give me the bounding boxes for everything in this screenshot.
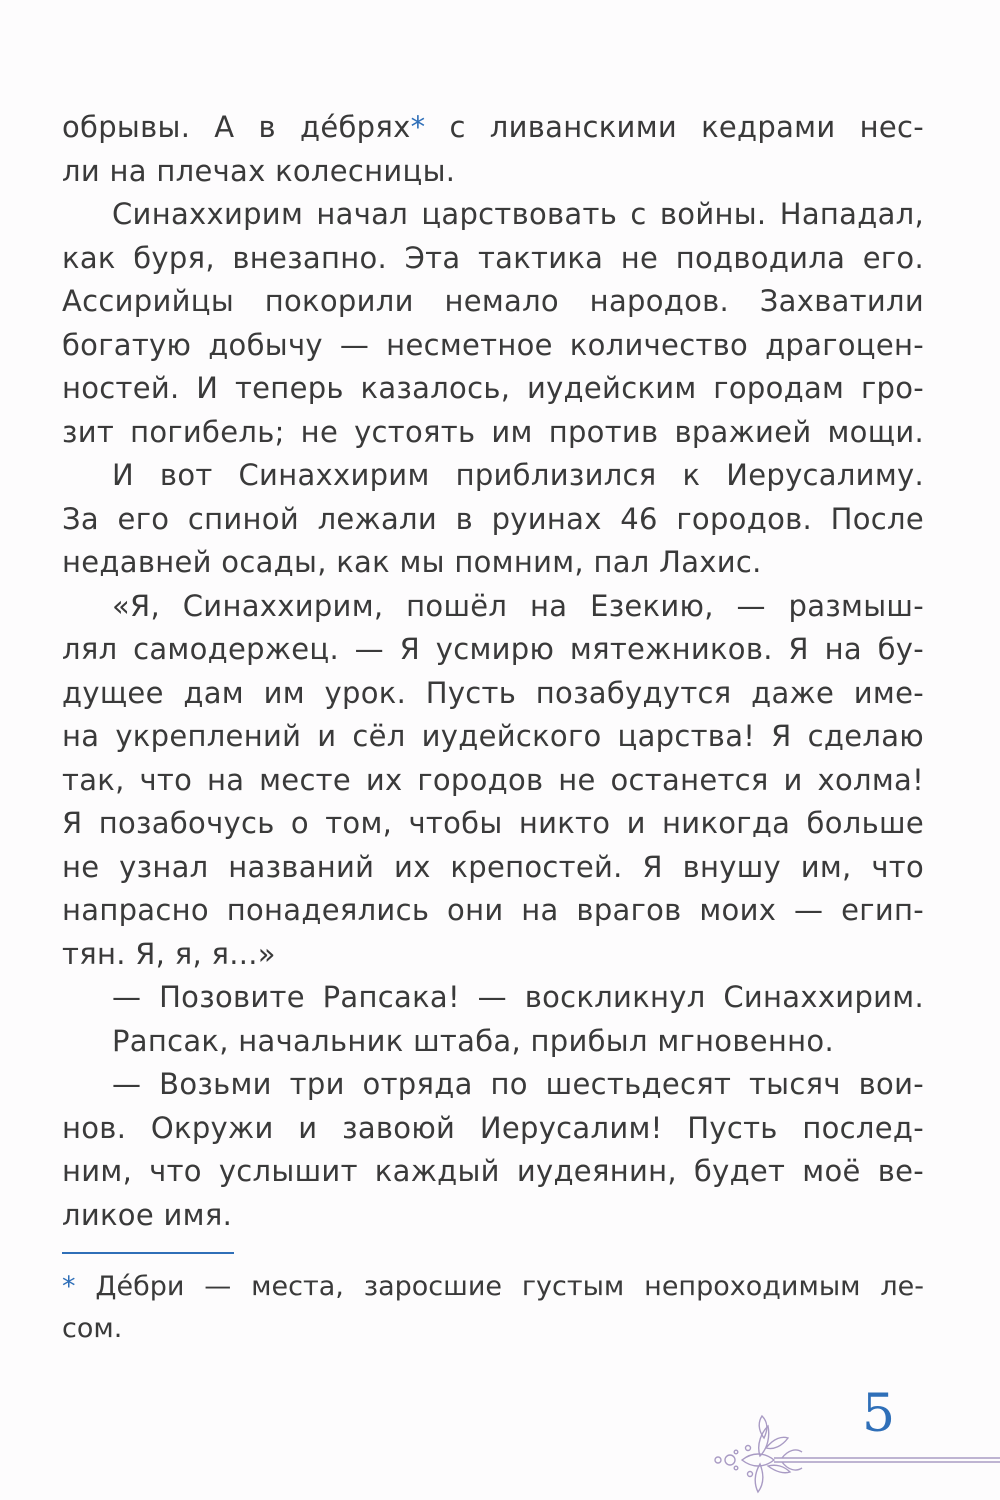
- floral-ornament-icon: [712, 1408, 1000, 1500]
- text-line: — Возьми три отряда по шестьдесят тысяч вои-: [112, 1067, 924, 1101]
- footnote-marker: *: [62, 1271, 76, 1302]
- text-line: И вот Синаххирим приблизился к Иерусалиму.: [112, 458, 924, 492]
- text-line: Ассирийцы покорили немало народов. Захватили: [62, 284, 924, 318]
- footnote-divider: [62, 1252, 234, 1254]
- text-line: ликое имя.: [62, 1197, 233, 1232]
- text-line: Я позабочусь о том, чтобы никто и никогда больше: [62, 806, 924, 840]
- text-line: «Я, Синаххирим, пошёл на Езекию, — размыш-: [112, 588, 924, 623]
- text-line: недавней осады, как мы помним, пал Лахис.: [62, 545, 762, 579]
- text-line: обрывы. А в де́брях* с ливанскими кедрами нес-: [62, 110, 924, 144]
- main-text: [62, 106, 924, 1237]
- text-line: так, что на месте их городов не останется и холма!: [62, 762, 924, 797]
- text-line: ним, что услышит каждый иудеянин, будет моё ве-: [62, 1154, 924, 1188]
- footnote-line: сом.: [62, 1313, 123, 1344]
- text-line: лял самодержец. — Я усмирю мятежников. Я на бу-: [62, 632, 924, 666]
- page-number: 5: [862, 1384, 896, 1444]
- text-line: Синаххирим начал царствовать с войны. Нападал,: [112, 197, 924, 231]
- text-line: дущее дам им урок. Пусть позабудутся даже име-: [62, 675, 924, 710]
- text-line: ностей. И теперь казалось, иудейским городам гро-: [62, 371, 924, 405]
- text-line: тян. Я, я, я...»: [62, 936, 276, 971]
- text-line: не узнал названий их крепостей. Я внушу им, что: [62, 849, 924, 884]
- text-line: Рапсак, начальник штаба, прибыл мгновенно.: [112, 1023, 834, 1058]
- text-line: ли на плечах колесницы.: [62, 153, 456, 188]
- footnote: [62, 1266, 924, 1350]
- text-line: — Позовите Рапсака! — воскликнул Синаххирим.: [112, 980, 924, 1014]
- text-line: напрасно понадеялись они на врагов моих — егип-: [62, 893, 924, 927]
- footnote-line: * Де́бри — места, заросшие густым непроходимым ле-: [62, 1271, 924, 1302]
- text-line: За его спиной лежали в руинах 46 городов. После: [62, 501, 924, 536]
- text-line: нов. Окружи и завоюй Иерусалим! Пусть послед-: [62, 1110, 924, 1145]
- text-line: зит погибель; не устоять им против вражией мощи.: [62, 414, 924, 449]
- text-line: как буря, внезапно. Эта тактика не подводила его.: [62, 240, 924, 275]
- text-line: богатую добычу — несметное количество драгоцен-: [62, 327, 924, 362]
- text-line: на укреплений и сёл иудейского царства! Я сделаю: [62, 719, 924, 753]
- footnote-marker: *: [410, 110, 426, 144]
